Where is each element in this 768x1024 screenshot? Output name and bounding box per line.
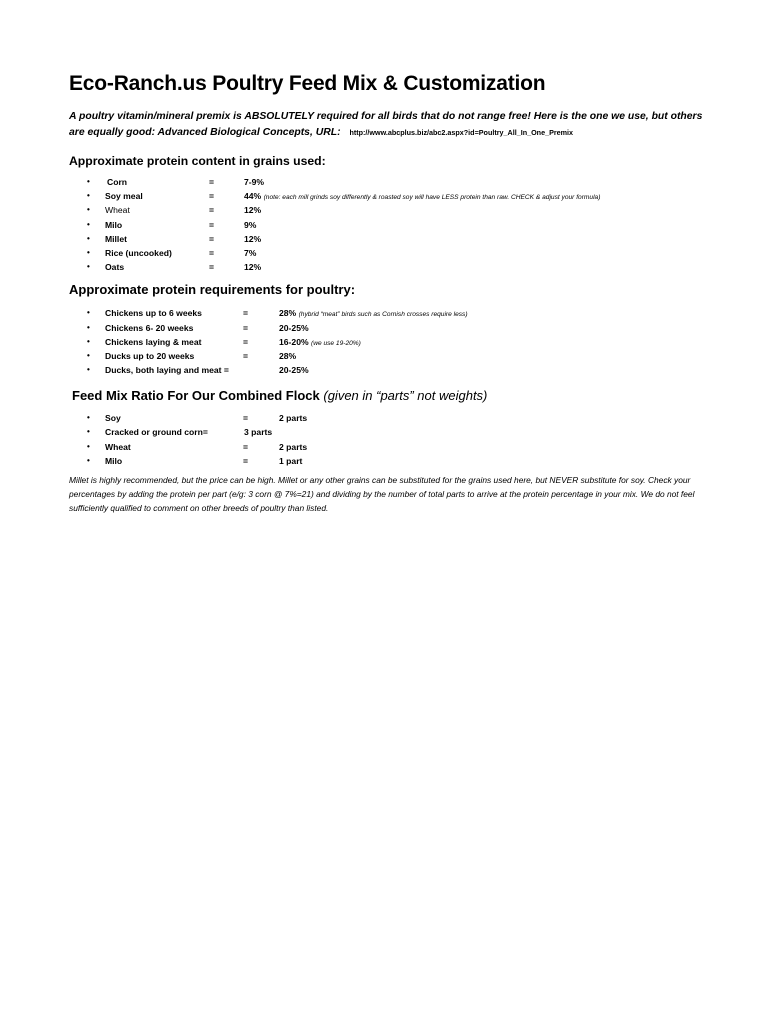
requirements-list: [69, 306, 709, 377]
list-item: [69, 321, 709, 335]
list-item: [69, 411, 709, 425]
item-name: Chickens up to 6 weeks: [105, 308, 202, 319]
list-item: [69, 349, 709, 363]
bullet-icon: •: [87, 262, 90, 272]
item-note: (hybrid “meat” birds such as Cornish crosses require less): [298, 311, 468, 319]
item-equals: =: [209, 219, 215, 230]
bullet-icon: •: [87, 455, 90, 465]
bullet-icon: •: [87, 247, 90, 257]
item-name: Rice (uncooked): [105, 247, 172, 258]
item-value: 2 parts: [279, 441, 308, 452]
premix-intro: [69, 109, 709, 141]
item-value-text: 44%: [244, 191, 262, 202]
list-item: [69, 454, 709, 468]
item-equals: =: [209, 233, 215, 244]
item-name: Millet: [105, 233, 127, 244]
requirements-heading: Approximate protein requirements for poultry:: [69, 282, 356, 298]
list-item: [69, 232, 709, 246]
item-value: 20-25%: [279, 365, 309, 376]
list-item: [69, 260, 709, 274]
item-equals: =: [209, 191, 215, 202]
item-name: Soy meal: [105, 191, 143, 202]
item-value: 28%: [279, 350, 297, 361]
list-item: [69, 306, 709, 320]
item-equals: =: [209, 247, 215, 258]
document-title: Eco-Ranch.us Poultry Feed Mix & Customization: [69, 72, 546, 95]
item-value: 20-25%: [279, 322, 309, 333]
list-item: [69, 203, 709, 217]
item-value: 1 part: [279, 455, 303, 466]
list-item: [69, 189, 709, 203]
mix-list: [69, 411, 709, 468]
list-item: [69, 363, 709, 377]
bullet-icon: •: [87, 219, 90, 229]
item-name: Wheat: [105, 205, 130, 216]
bullet-icon: •: [87, 191, 90, 201]
item-value: 12%: [244, 233, 262, 244]
item-value-text: 28%: [279, 308, 297, 319]
bullet-icon: •: [87, 308, 90, 318]
item-equals: =: [243, 413, 249, 424]
bullet-icon: •: [87, 233, 90, 243]
list-item: [69, 425, 709, 439]
list-item: [69, 246, 709, 260]
mix-heading-italic: (given in “parts” not weights): [323, 388, 488, 404]
premix-intro-text: A poultry vitamin/mineral premix is ABSOLUTELY required for all birds that do not range free! Here is the one we use, but others are equally good: Advanced Biological Concepts, URL:: [69, 111, 703, 138]
item-value: 7-9%: [244, 177, 265, 187]
item-equals: =: [243, 350, 249, 361]
item-name: Chickens 6- 20 weeks: [105, 322, 194, 333]
list-item: [69, 335, 709, 349]
item-name: Milo: [105, 219, 123, 230]
item-equals: =: [243, 308, 249, 319]
document-page: [69, 70, 709, 523]
item-equals: =: [243, 455, 249, 466]
bullet-icon: •: [87, 365, 90, 375]
item-value: 9%: [244, 219, 257, 230]
bullet-icon: •: [87, 205, 90, 215]
item-equals: =: [209, 262, 215, 273]
list-item: [69, 218, 709, 232]
item-name: Cracked or ground corn=: [105, 427, 208, 438]
bullet-icon: •: [87, 177, 90, 186]
item-value: 3 parts: [244, 427, 273, 438]
item-equals: =: [209, 205, 215, 216]
item-value: 12%: [244, 262, 262, 273]
item-value: 12%: [244, 205, 262, 216]
item-name: Chickens laying & meat: [105, 336, 202, 347]
footer-paragraph: Millet is highly recommended, but the price can be high. Millet or any other grains can be substituted for the grains used here, but NEVER substitute for soy. Check your percentages by adding the protein per part (e/g: 3 corn @ 7%=21) and dividing by the number of total parts to arrive at the protein percentage in your mix. We do not feel sufficiently qualified to comment on other breeds of poultry than listed.: [69, 475, 695, 513]
bullet-icon: •: [87, 413, 90, 423]
item-value: 2 parts: [279, 413, 308, 424]
grains-list: [69, 175, 709, 274]
bullet-icon: •: [87, 336, 90, 346]
item-note: (note: each mill grinds soy differently & roasted soy will have LESS protein than raw. CHECK & adjust your formula): [263, 194, 601, 202]
bullet-icon: •: [87, 322, 90, 332]
list-item: [69, 440, 709, 454]
item-value-text: 16-20%: [279, 336, 309, 347]
list-item: [69, 175, 709, 189]
item-equals: =: [243, 441, 249, 452]
item-name: Corn: [107, 177, 128, 187]
item-value: 7%: [244, 247, 257, 258]
item-name: Ducks, both laying and meat =: [105, 365, 229, 376]
premix-url: http://www.abcplus.biz/abc2.aspx?id=Poultry_All_In_One_Premix: [349, 128, 574, 137]
item-equals: =: [209, 177, 215, 187]
item-name: Wheat: [105, 441, 131, 452]
item-name: Milo: [105, 455, 123, 466]
item-name: Oats: [105, 262, 125, 273]
item-name: Ducks up to 20 weeks: [105, 350, 195, 361]
mix-heading-bold: Feed Mix Ratio For Our Combined Flock: [72, 388, 320, 404]
item-equals: =: [243, 336, 249, 347]
grains-heading: Approximate protein content in grains used:: [69, 154, 326, 168]
bullet-icon: •: [87, 441, 90, 451]
item-name: Soy: [105, 413, 121, 424]
item-equals: =: [243, 322, 249, 333]
bullet-icon: •: [87, 350, 90, 360]
item-note: (we use 19-20%): [311, 339, 361, 347]
bullet-icon: •: [87, 427, 90, 437]
mix-heading: [72, 387, 709, 405]
